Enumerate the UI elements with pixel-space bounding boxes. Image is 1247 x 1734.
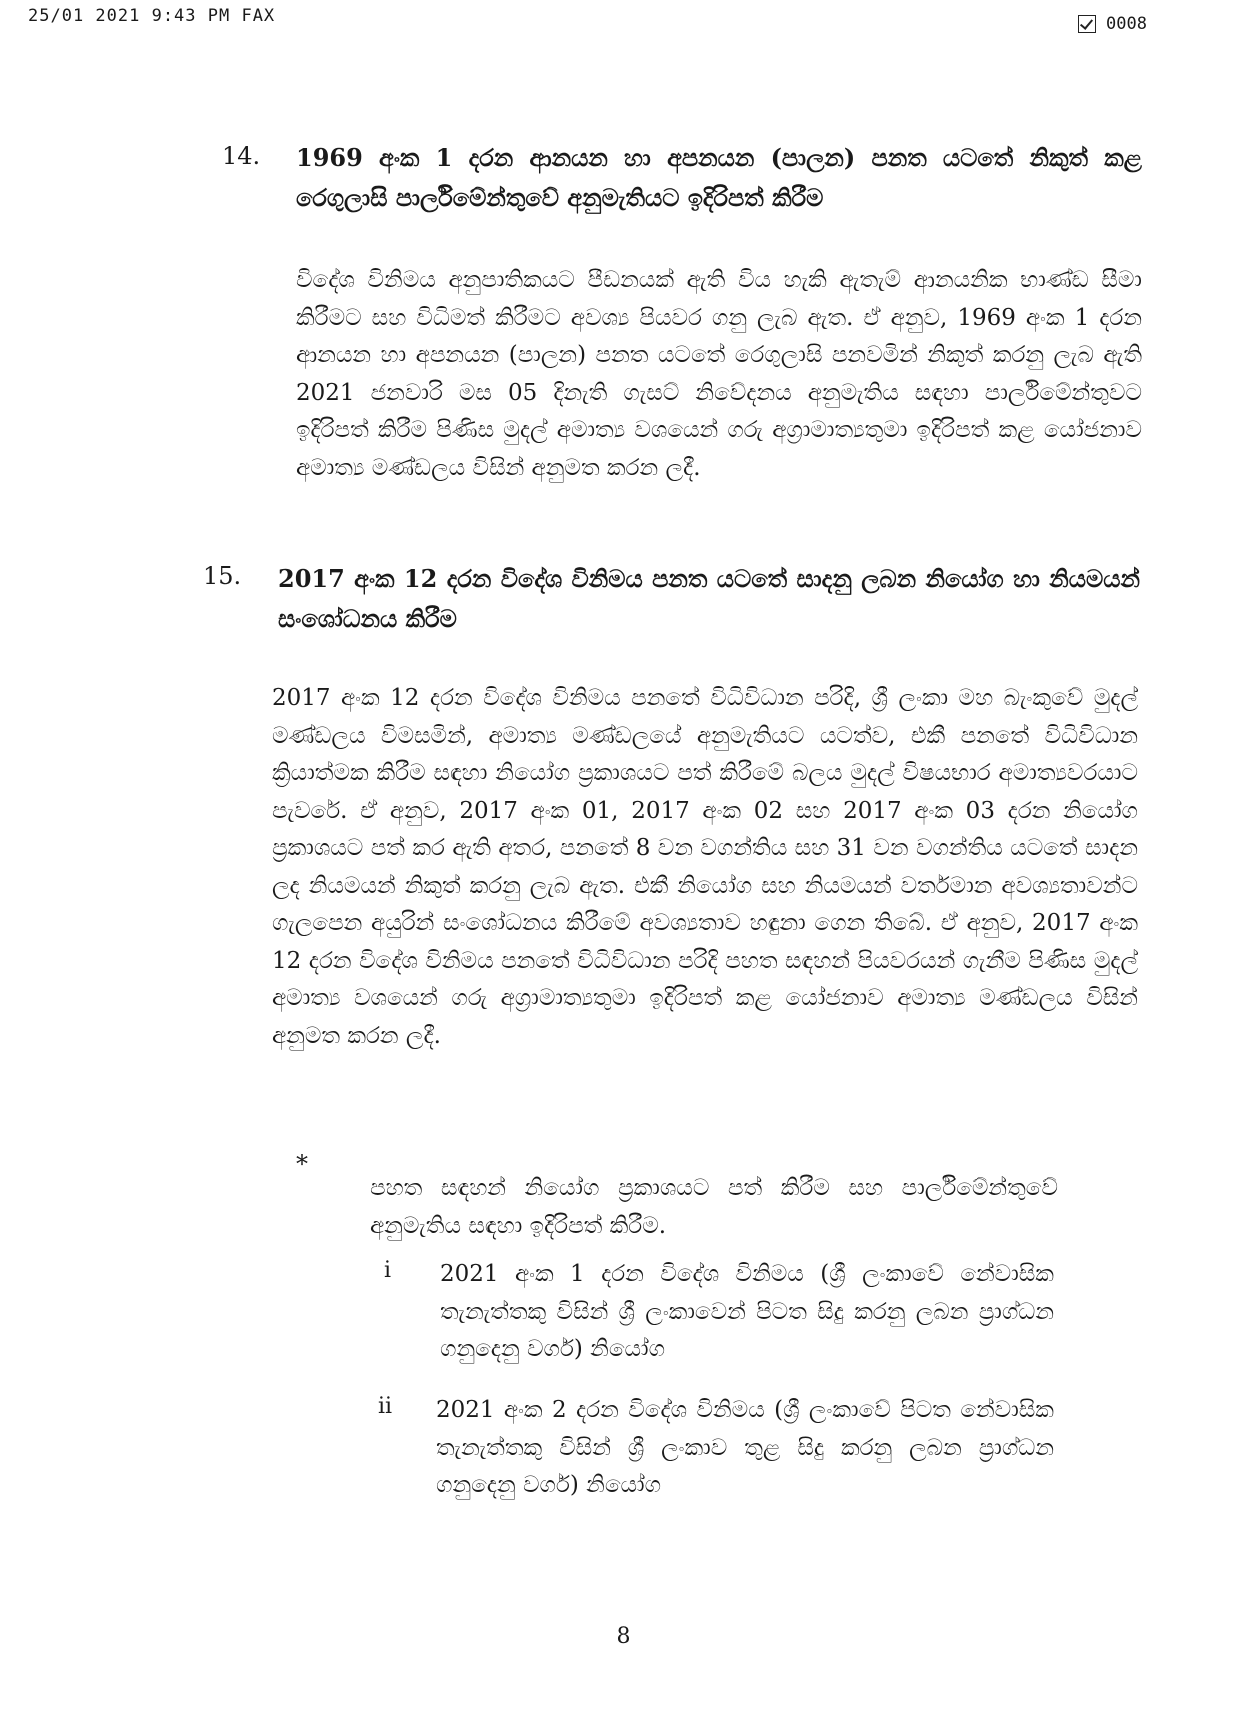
- item-number: 14.: [222, 142, 261, 170]
- bullet-mark: *: [296, 1150, 308, 1178]
- item-paragraph: 2017 අංක 12 දරන විදේශ විනිමය පනතේ විධිවිධාන පරිදි, ශ්‍රී ලංකා මහ බැංකුවේ මුදල් මණ්ඩලය විමසමින්, අමාත්‍ය මණ්ඩලයේ අනුමැතියට යටත්ව, එකී පනතේ විධිවිධාන ක්‍රියාත්මක කිරීම සඳහා නියෝග ප්‍රකාශයට පත් කිරීමේ බලය මුදල් විෂයභාර අමාත්‍යවරයාට පැවරේ. ඒ අනුව, 2017 අංක 01, 2017 අංක 02 සහ 2017 අංක 03 දරන නියෝග ප්‍රකාශයට පත් කර ඇති අතර, පනතේ 8 වන වගන්තිය සහ 31 වන වගන්තිය යටතේ සාදන ලද නියමයන් නිකුත් කරනු ලැබ ඇත. එකී නියෝග සහ නියමයන් වර්තමාන අවශ්‍යතාවන්ට ගැලපෙන අයුරින් සංශෝධනය කිරීමේ අවශ්‍යතාව හඳුනා ගෙන තිබේ. ඒ අනුව, 2017 අංක 12 දරන විදේශ විනිමය පනතේ විධිවිධාන පරිදි පහත සඳහන් පියවරයන් ගැනීම පිණිස මුදල් අමාත්‍ය වශයෙන් ගරු අග්‍රාමාත්‍යතුමා ඉදිරිපත් කළ යෝජනාව අමාත්‍ය මණ්ඩලය විසින් අනුමත කරන ලදී.: [272, 685, 1138, 1049]
- bullet-text: පහත සඳහන් නියෝග ප්‍රකාශයට පත් කිරීම සහ පාර්ලිමේන්තුවේ අනුමැතිය සඳහා ඉදිරිපත් කිරීම.: [370, 1175, 1058, 1239]
- fax-header: 25/01 2021 9:43 PM FAX: [28, 6, 276, 26]
- subitem-text: 2021 අංක 2 දරන විදේශ විනිමය (ශ්‍රී ලංකාවේ පිටත නේවාසික තැනැත්තකු විසින් ශ්‍රී ලංකාව තුළ සිදු කරනු ලබන ප්‍රාග්ධන ගනුදෙනු වර්ග) නියෝග: [436, 1397, 1054, 1498]
- subitem-label: i: [384, 1258, 392, 1283]
- checkbox-icon: [1078, 15, 1096, 33]
- subitem-text: 2021 අංක 1 දරන විදේශ විනිමය (ශ්‍රී ලංකාවේ නේවාසික තැනැත්තකු විසින් ශ්‍රී ලංකාවෙන් පිටත සිදු කරනු ලබන ප්‍රාග්ධන ගනුදෙනු වර්ග) නියෝග: [440, 1261, 1054, 1362]
- item-paragraph: විදේශ විනිමය අනුපාතිකයට පීඩනයක් ඇති විය හැකි ඇතැම් ආනයනික භාණ්ඩ සීමා කිරීමට සහ විධිමත් කිරීමට අවශ්‍ය පියවර ගනු ලැබ ඇත. ඒ අනුව, 1969 අංක 1 දරන ආනයන හා අපනයන (පාලන) පනත යටතේ රෙගුලාසි පනවමින් නිකුත් කරනු ලැබ ඇති 2021 ජනවාරි මස 05 දිනැති ගැසට් නිවේදනය අනුමැතිය සඳහා පාර්ලිමේන්තුවට ඉදිරිපත් කිරීම පිණිස මුදල් අමාත්‍ය වශයෙන් ගරු අග්‍රාමාත්‍යතුමා ඉදිරිපත් කළ යෝජනාව අමාත්‍ය මණ්ඩලය විසින් අනුමත කරන ලදී.: [296, 267, 1142, 481]
- page-number: 8: [616, 1624, 631, 1649]
- fax-page-code: 0008: [1106, 14, 1147, 34]
- item-title: 1969 අංක 1 දරන ආනයන හා අපනයන (පාලන) පනත යටතේ නිකුත් කළ රෙගුලාසි පාර්ලිමේන්තුවේ අනුමැතියට ඉදිරිපත් කිරීම: [296, 143, 1142, 212]
- subitem-label: ii: [378, 1394, 393, 1419]
- item-title: 2017 අංක 12 දරන විදේශ විනිමය පනත යටතේ සාදනු ලබන නියෝග හා නියමයන් සංශෝධනය කිරීම: [278, 564, 1140, 633]
- item-number: 15.: [203, 562, 242, 590]
- fax-page-indicator: [1078, 14, 1147, 34]
